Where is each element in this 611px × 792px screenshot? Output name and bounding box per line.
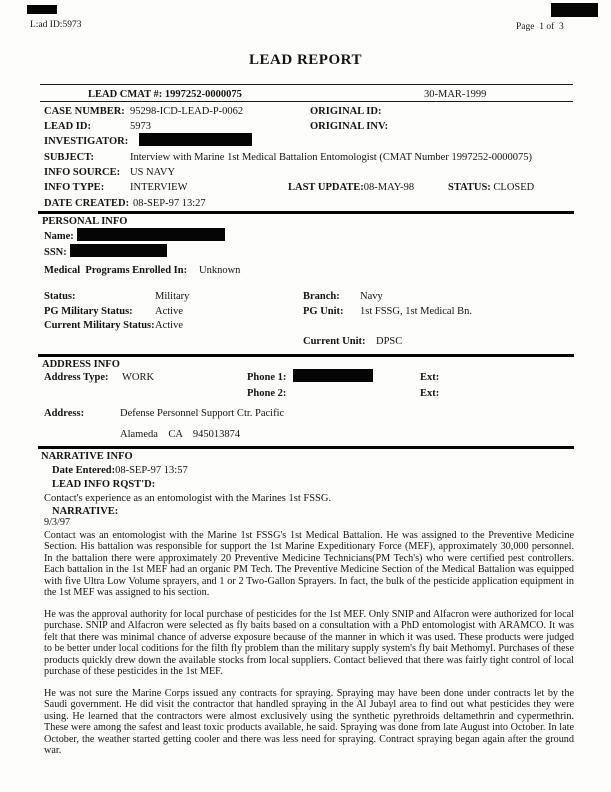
current-military-status-label: Current Military Status: [44,320,155,331]
redaction-bar [551,3,598,17]
narrative-date-line: 9/3/97 [44,517,71,528]
divider [40,84,573,85]
medical-programs-label: Medical Programs Enrolled In: [44,265,188,276]
date-created-value: 08-SEP-97 13:27 [133,198,206,209]
status-personal-label: Status: [44,291,76,302]
address-type-label: Address Type: [44,372,109,383]
info-source-label: INFO SOURCE: [44,167,121,178]
pg-unit-label: PG Unit: [303,306,344,317]
name-label: Name: [44,231,74,242]
redaction-bar [70,244,167,257]
redaction-bar [77,228,225,241]
current-unit-label: Current Unit: [303,336,366,347]
cmat-date: 30-MAR-1999 [424,89,487,100]
narrative-info-title: NARRATIVE INFO [41,451,133,462]
section-divider [38,446,574,449]
divider [40,101,573,102]
address-label: Address: [44,408,85,419]
redaction-bar [139,133,252,146]
phone2-label: Phone 2: [247,388,287,399]
branch-label: Branch: [303,291,340,302]
info-source-value: US NAVY [130,167,176,178]
current-military-status-value: Active [155,320,183,331]
phone1-label: Phone 1: [247,372,287,383]
date-entered-value: 08-SEP-97 13:57 [115,465,188,476]
last-update-field [288,181,414,194]
lead-info-rqstd-value: Contact's experience as an entomologist with the Marines 1st FSSG. [44,493,332,504]
lead-id-label: LEAD ID: [44,121,91,132]
header-page-number: Page 1 of 3 [516,22,564,32]
info-type-value: INTERVIEW [130,182,188,193]
lead-id-value: 5973 [130,121,151,132]
narrative-paragraph: Contact was an entomologist with the Marine 1st FSSG's 1st Medical Battalion. He was assigned to the Preventive Medicine Section. His battalion was responsible for support the 1st Marine Expeditionary Force (MEF), approximately 30,000 personnel. In the battalion there were approximately 20 Preventive Medicine Technicians(PM Tech's) who were certified pest controllers. Each battalion in the 1st MEF had an organic PM Tech. The Preventive Medicine Section of the Medical Battalion was equipped with five Ultra Low Volume sprayers, and 1 or 2 Two-Gallon Sprayers. In fact, the bulk of the pesticide application equipment in the 1st MEF was assigned to his section. [44,529,574,598]
lead-info-rqstd-label: LEAD INFO RQST'D: [52,479,156,490]
address-line2: Alameda CA 945013874 [120,429,241,440]
redaction-bar [293,369,373,382]
narrative-paragraph: He was the approval authority for local purchase of pesticides for the 1st MEF. Only SNIP and Alfacron were authorized for local purchase. SNIP and Alfacron were selected as fly baits based on a consultation with a PhD entomologist with ARAMCO. It was felt that there was minimal chance of adverse exposure because of the manner in which it was used. These products were judged to be better under local coditions for the filth fly problem than the military supply system's fly bait Methomyl. Purchases of these products quickly drew down the available stocks from local suppliers. Contact believed that there was fairly tight control of local purchase of these pesticides in the 1st MEF. [44,608,574,677]
last-update-label: LAST UPDATE: [288,182,364,193]
date-entered-field [52,464,188,477]
redaction-bar [27,5,57,14]
address-type-value: WORK [122,372,155,383]
section-divider [38,211,574,214]
address-line1: Defense Personnel Support Ctr. Pacific [120,408,285,419]
narrative-label: NARRATIVE: [52,506,119,517]
status-value: CLOSED [493,182,535,193]
ext1-label: Ext: [420,372,440,383]
narrative-paragraph: He was not sure the Marine Corps issued any contracts for spraying. Spraying may have been done under contracts let by the Saudi government. He did visit the contractor that handled spraying in the Al Jubayl area to find out what pesticides they were using. He learned that the contractors were almost exclusively using the synthetic pyrethroids deltamethrin and cypermethrin. These were among the safest and least toxic products available, he said. Spraying was done from late August into October. In late October, the weather started getting cooler and there was less need for spraying. Contract spraying began again after the ground war. [44,687,574,756]
info-type-label: INFO TYPE: [44,182,105,193]
case-number-label: CASE NUMBER: [44,106,125,117]
pg-military-status-value: Active [155,306,183,317]
pg-military-status-label: PG Military Status: [44,306,133,317]
last-update-value: 08-MAY-98 [363,182,415,193]
ext2-label: Ext: [420,388,440,399]
ssn-label: SSN: [44,247,67,258]
date-created-label: DATE CREATED: [44,198,130,209]
personal-info-title: PERSONAL INFO [42,216,128,227]
header-lead-id: L:ad ID:5973 [30,20,82,30]
date-entered-label: Date Entered: [52,465,116,476]
investigator-label: INVESTIGATOR: [44,136,129,147]
cmat-number: LEAD CMAT #: 1997252-0000075 [88,89,242,100]
narrative-body [44,517,574,767]
original-id-label: ORIGINAL ID: [310,106,382,117]
status-personal-value: Military [155,291,190,302]
subject-label: SUBJECT: [44,152,94,163]
status-field [448,181,534,194]
pg-unit-value: 1st FSSG, 1st Medical Bn. [360,306,473,317]
case-number-value: 95298-ICD-LEAD-P-0062 [130,106,244,117]
page-title: LEAD REPORT [249,52,362,68]
subject-value: Interview with Marine 1st Medical Battalion Entomologist (CMAT Number 1997252-0000075) [130,152,532,163]
address-info-title: ADDRESS INFO [42,359,120,370]
medical-programs-value: Unknown [199,265,241,276]
status-label: STATUS: [448,182,494,193]
branch-value: Navy [360,291,383,302]
section-divider [38,354,574,357]
original-inv-label: ORIGINAL INV: [310,121,389,132]
current-unit-value: DPSC [376,336,403,347]
